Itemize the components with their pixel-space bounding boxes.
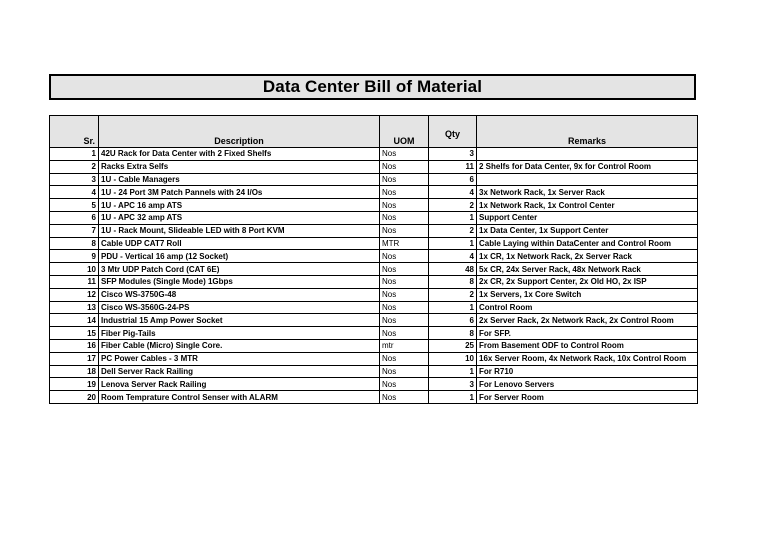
- table-row: [50, 339, 698, 352]
- cell-uom: Nos: [380, 365, 429, 378]
- cell-uom: Nos: [380, 173, 429, 186]
- cell-remarks: From Basement ODF to Control Room: [477, 339, 698, 352]
- cell-uom: Nos: [380, 391, 429, 404]
- cell-uom: mtr: [380, 339, 429, 352]
- cell-uom: Nos: [380, 250, 429, 263]
- cell-sr: 17: [50, 352, 99, 365]
- cell-remarks: 2x CR, 2x Support Center, 2x Old HO, 2x ISP: [477, 275, 698, 288]
- cell-qty: 8: [429, 327, 477, 340]
- cell-uom: Nos: [380, 352, 429, 365]
- cell-sr: 2: [50, 160, 99, 173]
- cell-description: 1U - Cable Managers: [99, 173, 380, 186]
- cell-qty: 1: [429, 365, 477, 378]
- cell-uom: Nos: [380, 288, 429, 301]
- cell-sr: 16: [50, 339, 99, 352]
- cell-description: PC Power Cables - 3 MTR: [99, 352, 380, 365]
- cell-sr: 14: [50, 314, 99, 327]
- table-row: [50, 263, 698, 276]
- cell-sr: 20: [50, 391, 99, 404]
- cell-uom: Nos: [380, 314, 429, 327]
- table-row: [50, 148, 698, 161]
- cell-uom: Nos: [380, 224, 429, 237]
- cell-description: 1U - APC 16 amp ATS: [99, 199, 380, 212]
- cell-remarks: 2x Server Rack, 2x Network Rack, 2x Control Room: [477, 314, 698, 327]
- cell-qty: 10: [429, 352, 477, 365]
- cell-qty: 1: [429, 301, 477, 314]
- cell-sr: 6: [50, 211, 99, 224]
- cell-sr: 5: [50, 199, 99, 212]
- cell-remarks: For Lenovo Servers: [477, 378, 698, 391]
- header-sr: Sr.: [50, 116, 99, 148]
- cell-description: Room Temprature Control Senser with ALARM: [99, 391, 380, 404]
- table-header-row: [50, 116, 698, 148]
- cell-description: Lenova Server Rack Railing: [99, 378, 380, 391]
- cell-description: Cisco WS-3560G-24-PS: [99, 301, 380, 314]
- table-row: [50, 314, 698, 327]
- cell-uom: Nos: [380, 327, 429, 340]
- cell-remarks: Control Room: [477, 301, 698, 314]
- cell-sr: 7: [50, 224, 99, 237]
- cell-sr: 19: [50, 378, 99, 391]
- table-row: [50, 199, 698, 212]
- cell-sr: 12: [50, 288, 99, 301]
- cell-qty: 3: [429, 148, 477, 161]
- table-row: [50, 173, 698, 186]
- cell-qty: 2: [429, 288, 477, 301]
- cell-uom: Nos: [380, 263, 429, 276]
- cell-sr: 8: [50, 237, 99, 250]
- table-row: [50, 391, 698, 404]
- cell-qty: 1: [429, 211, 477, 224]
- cell-sr: 4: [50, 186, 99, 199]
- header-description: Description: [99, 116, 380, 148]
- header-qty: Qty: [429, 116, 477, 148]
- cell-sr: 3: [50, 173, 99, 186]
- table-row: [50, 365, 698, 378]
- cell-description: 1U - 24 Port 3M Patch Pannels with 24 I/Os: [99, 186, 380, 199]
- cell-qty: 8: [429, 275, 477, 288]
- cell-remarks: For R710: [477, 365, 698, 378]
- cell-description: 1U - APC 32 amp ATS: [99, 211, 380, 224]
- cell-qty: 1: [429, 391, 477, 404]
- table-row: [50, 186, 698, 199]
- cell-description: Dell Server Rack Railing: [99, 365, 380, 378]
- table-row: [50, 160, 698, 173]
- cell-qty: 4: [429, 186, 477, 199]
- cell-sr: 15: [50, 327, 99, 340]
- cell-remarks: For Server Room: [477, 391, 698, 404]
- table-row: [50, 237, 698, 250]
- cell-sr: 10: [50, 263, 99, 276]
- cell-qty: 25: [429, 339, 477, 352]
- header-remarks: Remarks: [477, 116, 698, 148]
- bill-of-material-table: [49, 115, 698, 404]
- cell-uom: MTR: [380, 237, 429, 250]
- cell-description: Fiber Cable (Micro) Single Core.: [99, 339, 380, 352]
- cell-remarks: 16x Server Room, 4x Network Rack, 10x Control Room: [477, 352, 698, 365]
- cell-uom: Nos: [380, 199, 429, 212]
- cell-remarks: 1x Network Rack, 1x Control Center: [477, 199, 698, 212]
- cell-remarks: 3x Network Rack, 1x Server Rack: [477, 186, 698, 199]
- cell-description: Cable UDP CAT7 Roll: [99, 237, 380, 250]
- document-title: Data Center Bill of Material: [262, 77, 483, 96]
- table-row: [50, 327, 698, 340]
- cell-description: 42U Rack for Data Center with 2 Fixed Shelfs: [99, 148, 380, 161]
- cell-qty: 2: [429, 224, 477, 237]
- cell-sr: 1: [50, 148, 99, 161]
- cell-remarks: [477, 148, 698, 161]
- table-row: [50, 250, 698, 263]
- table-row: [50, 288, 698, 301]
- cell-sr: 18: [50, 365, 99, 378]
- cell-description: Industrial 15 Amp Power Socket: [99, 314, 380, 327]
- cell-remarks: 1x CR, 1x Network Rack, 2x Server Rack: [477, 250, 698, 263]
- cell-qty: 6: [429, 173, 477, 186]
- cell-sr: 9: [50, 250, 99, 263]
- table-row: [50, 275, 698, 288]
- table-row: [50, 301, 698, 314]
- cell-remarks: 1x Servers, 1x Core Switch: [477, 288, 698, 301]
- cell-description: PDU - Vertical 16 amp (12 Socket): [99, 250, 380, 263]
- cell-remarks: 2 Shelfs for Data Center, 9x for Control Room: [477, 160, 698, 173]
- cell-uom: Nos: [380, 211, 429, 224]
- cell-remarks: 5x CR, 24x Server Rack, 48x Network Rack: [477, 263, 698, 276]
- cell-sr: 11: [50, 275, 99, 288]
- cell-remarks: Support Center: [477, 211, 698, 224]
- table-row: [50, 352, 698, 365]
- cell-qty: 1: [429, 237, 477, 250]
- cell-qty: 11: [429, 160, 477, 173]
- cell-description: SFP Modules (Single Mode) 1Gbps: [99, 275, 380, 288]
- cell-remarks: For SFP.: [477, 327, 698, 340]
- table-row: [50, 211, 698, 224]
- cell-qty: 48: [429, 263, 477, 276]
- cell-qty: 2: [429, 199, 477, 212]
- cell-uom: Nos: [380, 275, 429, 288]
- cell-qty: 4: [429, 250, 477, 263]
- cell-sr: 13: [50, 301, 99, 314]
- cell-remarks: 1x Data Center, 1x Support Center: [477, 224, 698, 237]
- cell-uom: Nos: [380, 186, 429, 199]
- table-body: [50, 148, 698, 404]
- cell-uom: Nos: [380, 378, 429, 391]
- table-row: [50, 378, 698, 391]
- cell-uom: Nos: [380, 148, 429, 161]
- header-uom: UOM: [380, 116, 429, 148]
- document-title-box: [49, 74, 696, 100]
- cell-description: 1U - Rack Mount, Slideable LED with 8 Port KVM: [99, 224, 380, 237]
- cell-description: 3 Mtr UDP Patch Cord (CAT 6E): [99, 263, 380, 276]
- table-row: [50, 224, 698, 237]
- cell-description: Fiber Pig-Tails: [99, 327, 380, 340]
- cell-qty: 6: [429, 314, 477, 327]
- cell-description: Cisco WS-3750G-48: [99, 288, 380, 301]
- cell-uom: Nos: [380, 301, 429, 314]
- cell-description: Racks Extra Selfs: [99, 160, 380, 173]
- cell-remarks: [477, 173, 698, 186]
- cell-remarks: Cable Laying within DataCenter and Control Room: [477, 237, 698, 250]
- cell-qty: 3: [429, 378, 477, 391]
- cell-uom: Nos: [380, 160, 429, 173]
